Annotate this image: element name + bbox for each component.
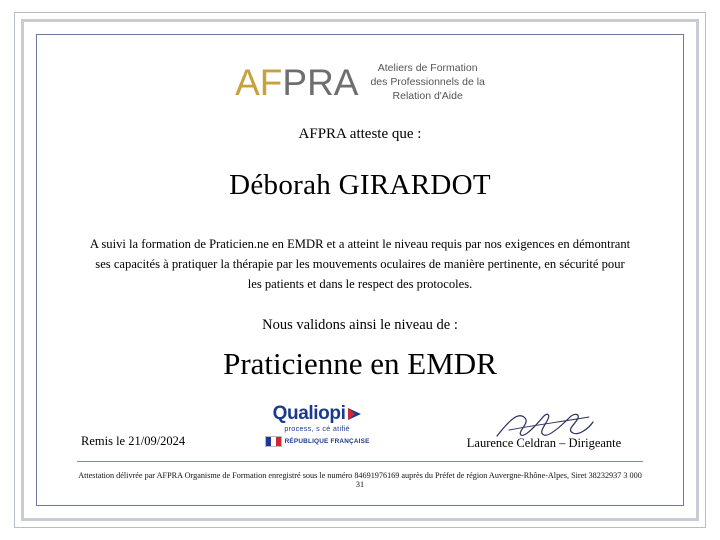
- afpra-logo: [235, 61, 359, 103]
- legal-note: Attestation délivrée par AFPRA Organisme de Formation enregistré sous le numéro 84691976169 auprès du Préfet de région Auvergne-Rhône-Alpes, Siret 38232937 3 000 31: [77, 461, 643, 489]
- french-flag-icon: [265, 436, 282, 447]
- logo-subtitle-line2: des Professionnels de la: [370, 76, 485, 89]
- signatory-name: Laurence Celdran – Dirigeante: [466, 436, 622, 450]
- certificate-outer-border: [14, 12, 706, 528]
- certificate-footer: [63, 403, 657, 451]
- certificate-middle-border: [21, 19, 699, 521]
- qualiopi-wordmark: Qualiopi: [272, 403, 346, 424]
- qualiopi-arrow-icon: [348, 408, 361, 420]
- logo-subtitle-line3: Relation d'Aide: [392, 90, 463, 103]
- republique-francaise-label: RÉPUBLIQUE FRANÇAISE: [284, 438, 370, 445]
- signature-block: [449, 408, 639, 451]
- logo-text-af: AF: [235, 61, 283, 103]
- attestation-line: AFPRA atteste que :: [298, 125, 422, 142]
- certificate-inner-border: [36, 34, 684, 506]
- logo-subtitle-line1: Ateliers de Formation: [377, 62, 478, 74]
- certificate-body-text: A suivi la formation de Praticien.ne en EMDR et a atteint le niveau requis par nos exigences en démontrant ses capacités à pratiquer la thérapie par les mouvements oculaires de manière pertinente, en sécurité pour les patients et dans le respect des protocoles.: [89, 236, 631, 292]
- logo-text-pra: PRA: [282, 61, 359, 103]
- certificate-header: [63, 61, 657, 104]
- validation-line: Nous validons ainsi le niveau de :: [262, 316, 458, 333]
- qualiopi-tagline: process, s cé atifié: [284, 424, 350, 433]
- republique-francaise-block: [265, 436, 370, 447]
- level-title: Praticienne en EMDR: [223, 345, 497, 381]
- certificate-content: [37, 35, 683, 505]
- issue-date: Remis le 21/09/2024: [81, 434, 186, 448]
- qualiopi-wordmark-row: [265, 404, 370, 423]
- recipient-name: Déborah GIRARDOT: [229, 168, 491, 201]
- qualiopi-logo: [265, 404, 370, 447]
- logo-subtitle: [370, 61, 484, 104]
